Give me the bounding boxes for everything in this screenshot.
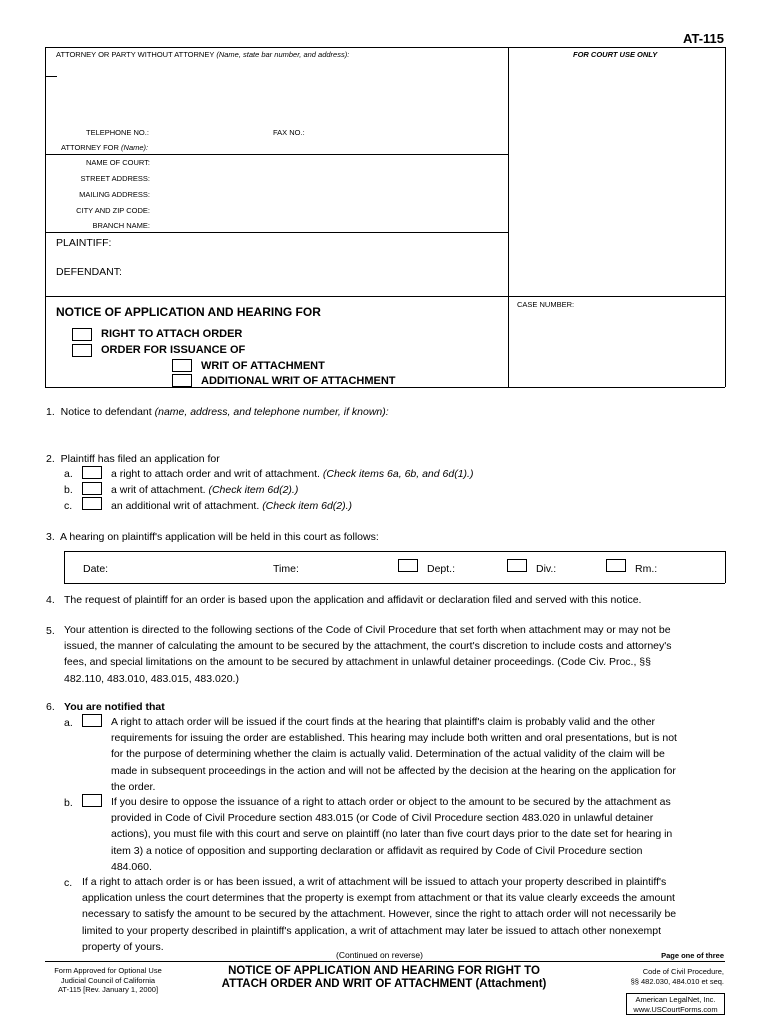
additional-writ-label: ADDITIONAL WRIT OF ATTACHMENT: [201, 375, 396, 387]
item6b-text: If you desire to oppose the issuance of a right to attach order or object to the amount to be secured by the attachment as provided in Code of Civil Procedure section 483.015 (or Code of Civil Procedure section 483.020 in unlawful detainer actions), you must file with this court and serve on plaintiff (no later than five court days prior to the date set for hearing in item 3) a notice of opposition and supporting declaration or affidavit as required by Code of Civil Procedure section 484.060.: [111, 796, 673, 873]
page-number: Page one of three: [661, 951, 724, 960]
publisher-box: American LegalNet, Inc. www.USCourtForms.com: [626, 993, 725, 1015]
rm-checkbox[interactable]: [606, 559, 626, 572]
hearing-box-top: [64, 551, 725, 552]
item2a-text: a right to attach order and writ of attachment. (Check items 6a, 6b, and 6d(1).): [111, 468, 474, 480]
item3: 3. A hearing on plaintiff's application will be held in this court as follows:: [46, 531, 379, 543]
form-approved: Form Approved for Optional Use Judicial Council of California AT-115 [Rev. January 1, 2000]: [54, 966, 162, 994]
writ-attachment-checkbox[interactable]: [172, 359, 192, 372]
item6a-text: A right to attach order will be issued if the court finds at the hearing that plaintiff's claim is probably valid and the other requirements for issuing the order are established. This hearing may include both written and oral presentations, but is not for the purpose of determining whether the claim is actually valid. Determination of the actual validity of the claim will be made in subsequent proceedings in the action and will not be affected by the decision at the hearing on the application for the order.: [111, 716, 677, 793]
hearing-box-left: [64, 551, 65, 583]
hearing-rm-label: Rm.:: [635, 563, 658, 575]
item2b-text: a writ of attachment. (Check item 6d(2).): [111, 484, 299, 496]
right-to-attach-checkbox[interactable]: [72, 328, 92, 341]
item2a-checkbox[interactable]: [82, 466, 102, 479]
mailing-address-label: MAILING ADDRESS:: [79, 190, 150, 199]
court-block-line: [45, 232, 508, 233]
item2c-checkbox[interactable]: [82, 497, 102, 510]
court-use-label: FOR COURT USE ONLY: [573, 50, 658, 59]
city-zip-label: CITY AND ZIP CODE:: [76, 206, 150, 215]
item2c-letter: c.: [64, 500, 73, 512]
attorney-label: ATTORNEY OR PARTY WITHOUT ATTORNEY (Name, state bar number, and address):: [56, 50, 350, 59]
item6a-checkbox[interactable]: [82, 714, 102, 727]
caption-bottom-line: [45, 387, 725, 388]
item5-num: 5.: [46, 625, 55, 637]
item6a-letter: a.: [64, 717, 73, 729]
dept-checkbox[interactable]: [398, 559, 418, 572]
caption-right-line: [725, 47, 726, 387]
hearing-div-label: Div.:: [536, 563, 557, 575]
item6b-letter: b.: [64, 797, 73, 809]
branch-name-label: BRANCH NAME:: [92, 221, 150, 230]
form-id: AT-115: [683, 31, 724, 46]
code-reference: Code of Civil Procedure, §§ 482.030, 484.010 et seq.: [630, 967, 724, 986]
order-issuance-checkbox[interactable]: [72, 344, 92, 357]
attorney-for-line: [45, 154, 508, 155]
additional-writ-checkbox[interactable]: [172, 374, 192, 387]
parties-bottom-line: [45, 296, 725, 297]
item2c-text: an additional writ of attachment. (Check item 6d(2).): [111, 500, 353, 512]
caption-left-line: [45, 47, 46, 387]
item2b-letter: b.: [64, 484, 73, 496]
div-checkbox[interactable]: [507, 559, 527, 572]
right-to-attach-label: RIGHT TO ATTACH ORDER: [101, 328, 243, 340]
item6c-letter: c.: [64, 877, 73, 889]
item6c-text: If a right to attach order is or has been issued, a writ of attachment will be issued to attach your property described in plaintiff's application unless the court determines that the property is exempt from attachment or that its value clearly exceeds the amount necessary to satisfy the amount to be secured by the attachment. However, since the right to attach order will not necessarily be limited to your property described in plaintiff's application, a writ of attachment may later be issued to attach other nonexempt property of yours.: [82, 876, 677, 953]
hearing-date-label: Date:: [83, 563, 109, 575]
item2b-checkbox[interactable]: [82, 482, 102, 495]
fax-label: FAX NO.:: [273, 128, 305, 137]
court-name-label: NAME OF COURT:: [85, 158, 150, 167]
item2a-letter: a.: [64, 468, 73, 480]
item1: 1. Notice to defendant (name, address, and telephone number, if known):: [46, 406, 389, 418]
item6-num: 6.: [46, 701, 55, 713]
item2: 2. Plaintiff has filed an application for: [46, 453, 220, 465]
hearing-time-label: Time:: [273, 563, 299, 575]
attorney-for-label: ATTORNEY FOR (Name):: [61, 143, 149, 152]
order-issuance-label: ORDER FOR ISSUANCE OF: [101, 344, 246, 356]
attorney-tick: [45, 76, 57, 77]
item5-text: Your attention is directed to the following sections of the Code of Civil Procedure that set forth when attachment may or may not be issued, the manner of calculating the amount to be secured by the attachment, the court's discretion to include costs and attorney's fees, and special limitations on the amount to be secured by attachment in unlawful detainer proceedings. (Code Civ. Proc., §§ 482.110, 483.010, 483.015, 483.020.): [64, 624, 672, 685]
court-use-divider: [508, 47, 509, 387]
hearing-dept-label: Dept.:: [427, 563, 456, 575]
item4-num: 4.: [46, 594, 55, 606]
writ-attachment-label: WRIT OF ATTACHMENT: [201, 360, 325, 372]
item6-heading: You are notified that: [64, 701, 165, 713]
continued-note: (Continued on reverse): [336, 950, 423, 960]
defendant-label: DEFENDANT:: [56, 266, 122, 278]
form-title: NOTICE OF APPLICATION AND HEARING FOR: [56, 305, 321, 319]
footer-line: [45, 961, 725, 962]
street-address-label: STREET ADDRESS:: [80, 174, 150, 183]
item6b-checkbox[interactable]: [82, 794, 102, 807]
caption-top-line: [45, 47, 725, 48]
case-number-label: CASE NUMBER:: [517, 300, 575, 309]
hearing-box-bottom: [64, 583, 725, 584]
hearing-box-right: [725, 551, 726, 583]
footer-title: NOTICE OF APPLICATION AND HEARING FOR RIGHT TO ATTACH ORDER AND WRIT OF ATTACHMENT (Attachment): [221, 965, 547, 990]
plaintiff-label: PLAINTIFF:: [56, 237, 112, 249]
item4-text: The request of plaintiff for an order is based upon the application and affidavit or declaration filed and served with this notice.: [64, 594, 642, 606]
telephone-label: TELEPHONE NO.:: [86, 128, 149, 137]
